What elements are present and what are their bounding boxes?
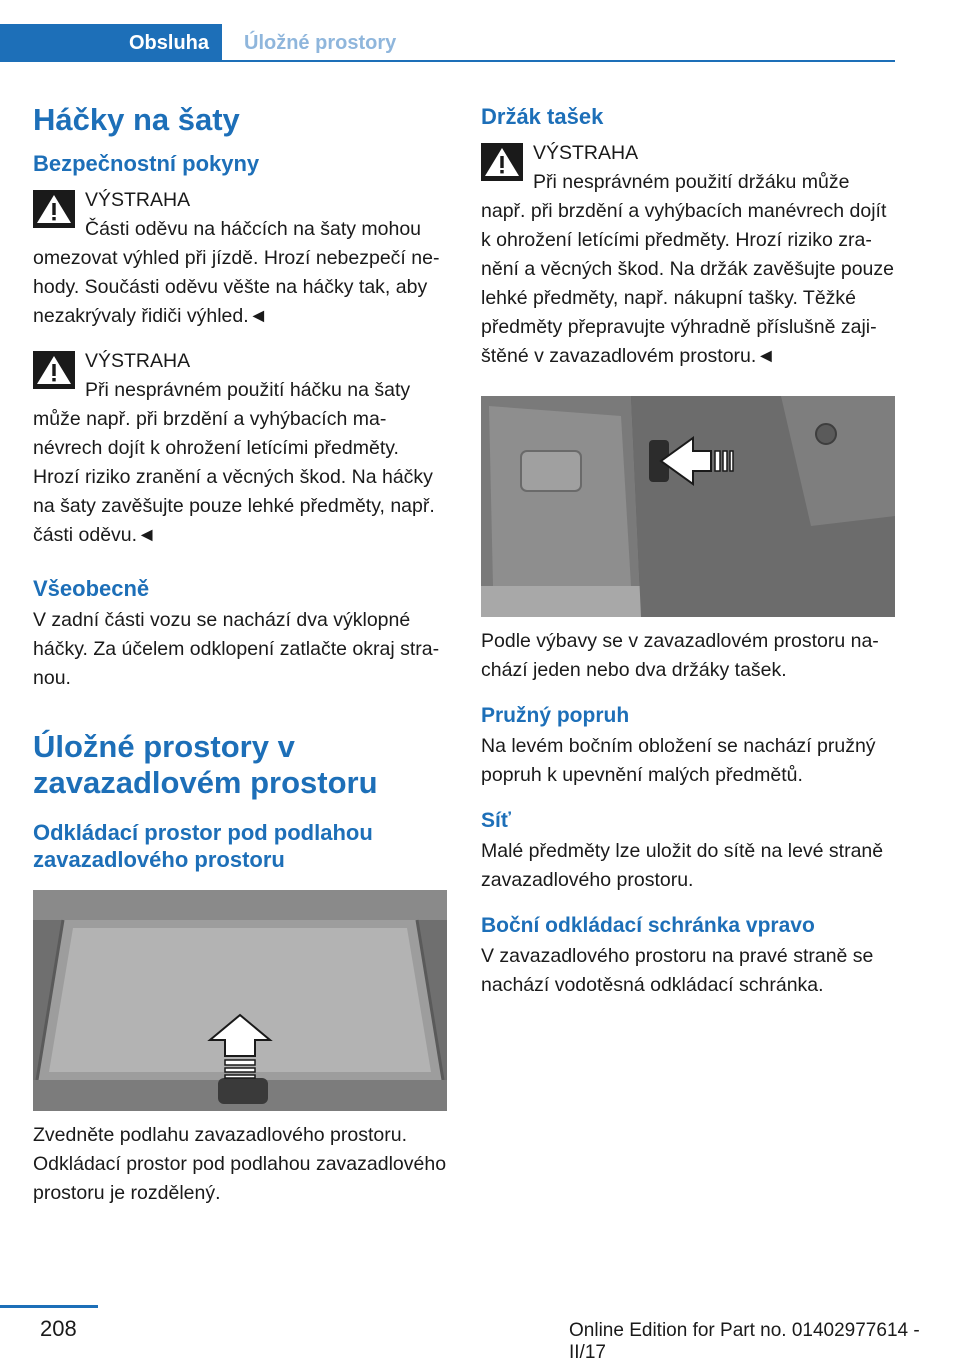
- underfloor-image: [33, 890, 447, 1111]
- header-rule: [0, 60, 895, 62]
- tab-ulozne-prostory[interactable]: Úložné prostory: [244, 32, 397, 54]
- footer-rule: [0, 1305, 98, 1308]
- warning-label: VÝSTRAHA: [533, 142, 639, 164]
- side-box-text: V zavazadlového prostoru na pravé straně se nachází vodotěsná odkládací schránka.: [481, 945, 874, 996]
- strap-text: Na levém bočním obložení se nachází pružný popruh k upevnění malých předmětů.: [481, 735, 876, 786]
- heading-underfloor-line2: zavazadlového prostoru: [33, 847, 285, 872]
- warning-text: Při nesprávném použití držáku může např. při brzdění a vyhýbacích manévrech dojít k ohrožení letícími předměty. Hrozí riziko zranění a věcných škod. Na držák zavěšujte pouze lehké předměty, např. nákupní tašky. Těžké předměty přepravujte výhradně příslušně zajištěné v zavazadlovém prostoru.◄: [481, 171, 894, 367]
- heading-underfloor: [33, 819, 447, 873]
- bag-holder-text: Podle výbavy se v zavazadlovém prostoru nachází jeden nebo dva držáky tašek.: [481, 630, 879, 681]
- general-text: V zadní části vozu se nachází dva výklopné háčky. Za účelem odklopení zatlačte okraj stranou.: [33, 609, 440, 689]
- warning-block-3: [481, 139, 895, 371]
- warning-label: VÝSTRAHA: [85, 189, 191, 211]
- heading-strap: Pružný popruh: [481, 704, 630, 727]
- bag-holder-image: [481, 396, 895, 617]
- warning-icon: [33, 351, 75, 389]
- heading-general: Všeobecně: [33, 576, 150, 601]
- tab-obsluha[interactable]: Obsluha: [0, 24, 222, 62]
- warning-text: Části oděvu na háčcích na šaty mohou omezovat výhled při jízdě. Hrozí nebezpečí nehody. Součásti oděvu věšte na háčky tak, aby nezakrývaly řidiči výhled.◄: [33, 218, 440, 327]
- heading-hooks: Háčky na šaty: [33, 102, 240, 137]
- warning-icon: [33, 190, 75, 228]
- page-number: 208: [40, 1316, 77, 1341]
- heading-safety: Bezpečnostní pokyny: [33, 151, 260, 176]
- header-tab-bar: [0, 24, 895, 62]
- warning-block-2: [33, 347, 447, 550]
- warning-icon: [481, 143, 523, 181]
- heading-storage-line2: zavazadlovém prostoru: [33, 765, 378, 800]
- heading-storage: [33, 729, 447, 801]
- heading-side-box: Boční odkládací schránka vpravo: [481, 914, 815, 937]
- warning-text: Při nesprávném použití háčku na šaty může např. při brzdění a vyhýbacích manévrech dojít k ohrožení letícími předměty. Hrozí riziko zranění a věcných škod. Na háčky na šaty zavěšujte pouze lehké předměty, např. části oděvu.◄: [33, 379, 435, 546]
- edition-info: Online Edition for Part no. 01402977614 - II/17: [569, 1320, 920, 1363]
- heading-underfloor-line1: Odkládací prostor pod podlahou: [33, 820, 373, 845]
- heading-storage-line1: Úložné prostory v: [33, 729, 295, 764]
- warning-block-1: [33, 186, 447, 331]
- right-column: [481, 100, 895, 1000]
- left-column: [33, 100, 447, 1208]
- warning-label: VÝSTRAHA: [85, 350, 191, 372]
- heading-net: Síť: [481, 809, 511, 832]
- net-text: Malé předměty lze uložit do sítě na levé straně zavazadlového prostoru.: [481, 840, 884, 891]
- underfloor-text: Zvedněte podlahu zavazadlového prostoru. Odkládací prostor pod podlahou zavazadlového prostoru je rozdělený.: [33, 1124, 447, 1204]
- heading-bag-holder: Držák tašek: [481, 104, 604, 129]
